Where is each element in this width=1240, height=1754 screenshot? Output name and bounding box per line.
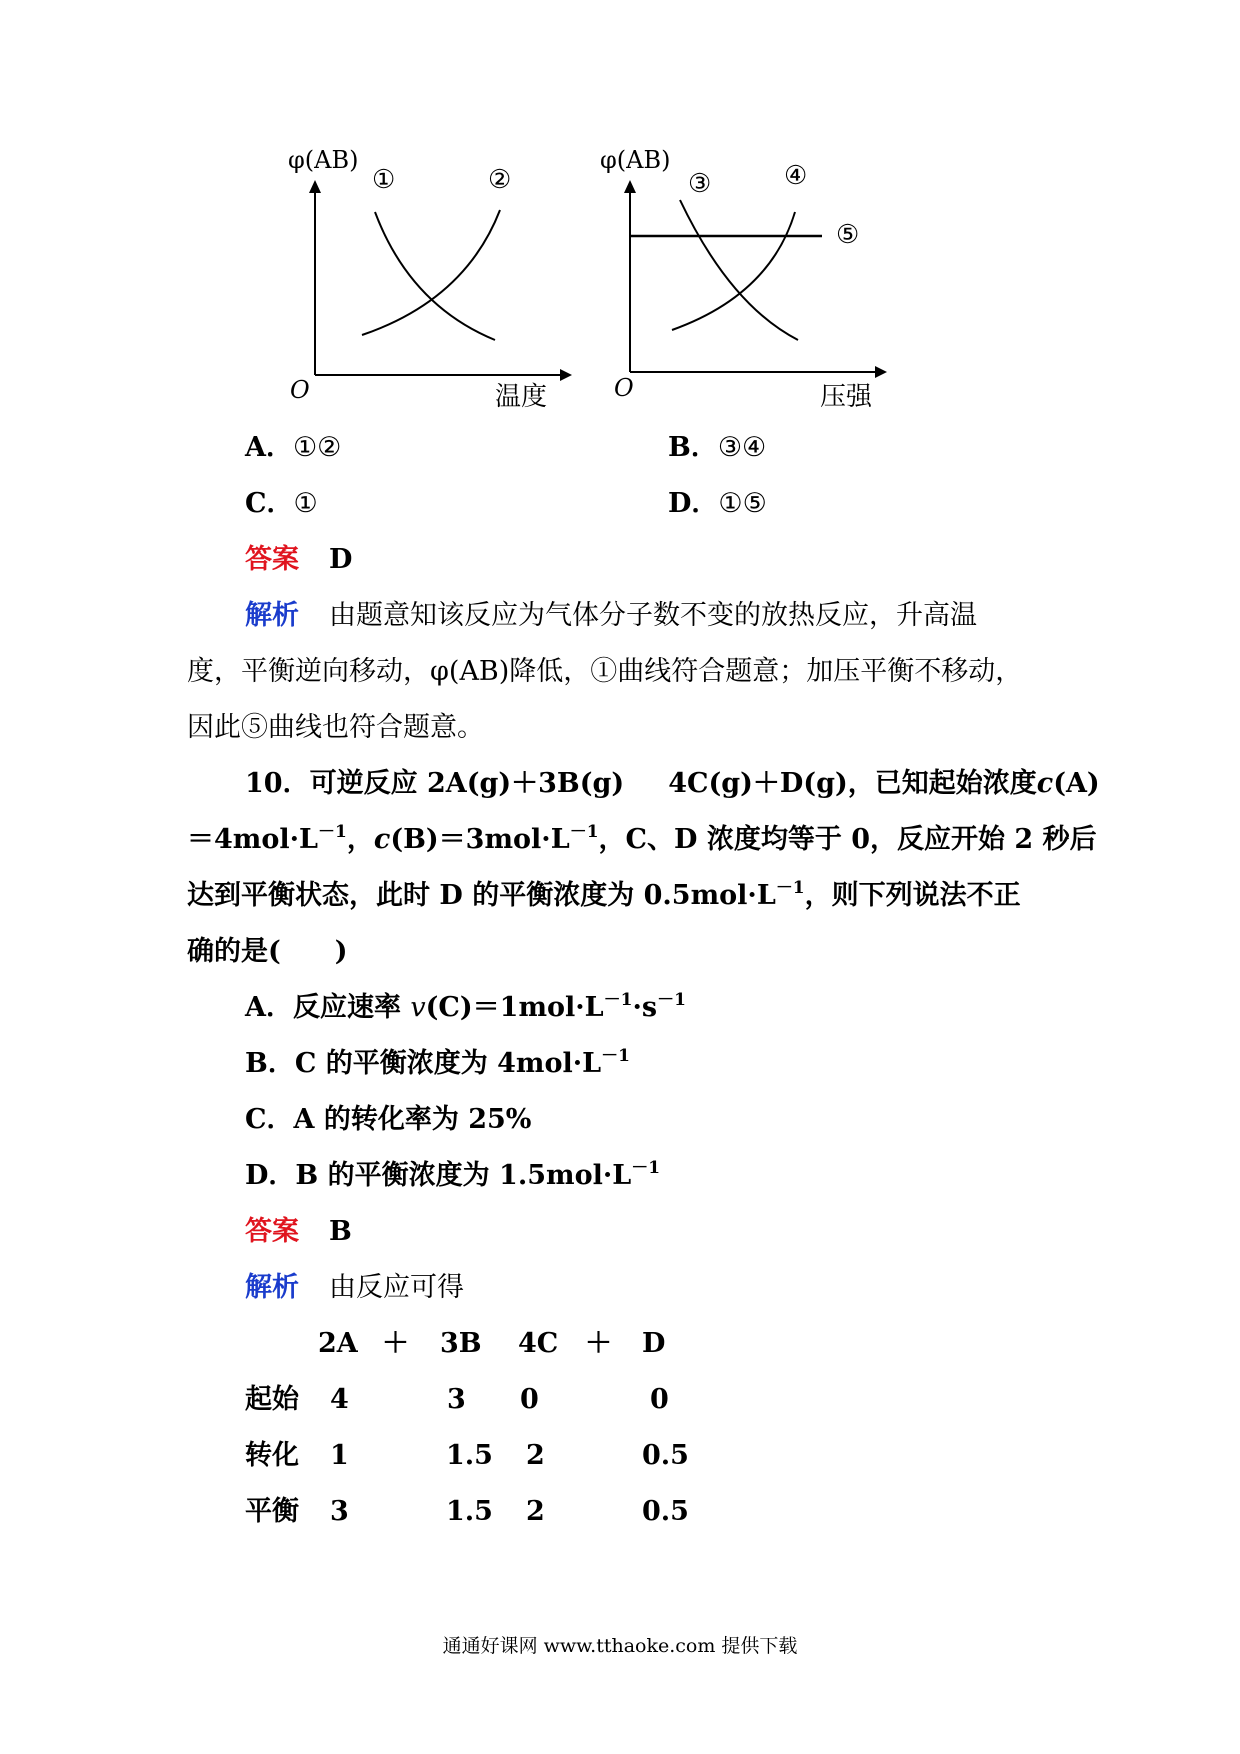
page-footer: 通通好课网 www.tthaoke.com 提供下载 — [442, 1635, 798, 1657]
answer-label: 答案 — [245, 1216, 299, 1247]
table-row: 起始 4 3 0 0 — [245, 1384, 669, 1415]
q10-option-a: A．反应速率 $v(C)=1mol\cdot L^{-1}\cdot s^{-1}$ — [245, 990, 686, 1023]
q10-option-d: D．B 的平衡浓度为 $1.5mol\cdot L^{-1}$ — [245, 1158, 661, 1191]
q10-analysis-line: 解析 由反应可得 — [245, 1272, 464, 1303]
answer-value: D — [329, 544, 353, 575]
curve-label-1: ① — [372, 165, 396, 195]
q10-line-1: 10．可逆反应 2A(g)＋3B(g) 4C(g)＋D(g)，已知起始浓度c(A) — [245, 768, 1100, 799]
table-header: 2A ＋ 3B 4C ＋ D — [318, 1328, 666, 1359]
q10-option-b: B．C 的平衡浓度为 $4mol\cdot L^{-1}$ — [245, 1046, 630, 1079]
answer-line — [245, 542, 352, 578]
origin-label: O — [614, 374, 634, 402]
q10-option-c: C．A 的转化率为 25% — [245, 1104, 532, 1135]
analysis-line-1: 解析 由题意知该反应为气体分子数不变的放热反应，升高温 — [245, 600, 977, 631]
curve-label-5: ⑤ — [836, 220, 860, 250]
q10-line-3: 达到平衡状态，此时 D 的平衡浓度为 $0.5mol\cdot L^{-1}$，则下列说法不正 — [187, 878, 1021, 911]
analysis-label: 解析 — [245, 1272, 299, 1303]
table-row: 转化 1 1.5 2 0.5 — [245, 1440, 689, 1471]
option-b: B．③④ — [668, 432, 767, 463]
x-axis-label: 温度 — [495, 382, 548, 412]
answer-label: 答案 — [245, 544, 299, 575]
option-c: C．① — [245, 488, 318, 519]
origin-label: O — [290, 376, 310, 404]
q10-line-2: $=4mol\cdot L^{-1}$，$c(B)=3mol\cdot L^{-1}$，C、D 浓度均等于 0，反应开始 2 秒后 — [187, 822, 1097, 855]
table-row: 平衡 3 1.5 2 0.5 — [245, 1496, 689, 1527]
option-a: A．①② — [245, 432, 342, 463]
figure-pressure — [600, 146, 910, 412]
analysis-line-2: 度，平衡逆向移动，φ(AB)降低，①曲线符合题意；加压平衡不移动， — [187, 656, 1023, 687]
y-axis-label: φ(AB) — [288, 146, 359, 174]
figure-temperature — [288, 146, 590, 412]
option-d: D．①⑤ — [668, 488, 767, 519]
curve-label-3: ③ — [688, 169, 712, 199]
x-axis-label: 压强 — [820, 382, 873, 412]
q10-answer-line — [245, 1214, 352, 1250]
curve-label-4: ④ — [784, 161, 808, 191]
answer-value: B — [329, 1216, 352, 1247]
analysis-line-3: 因此⑤曲线也符合题意。 — [187, 712, 484, 743]
analysis-label: 解析 — [245, 600, 299, 631]
curve-label-2: ② — [488, 165, 512, 195]
q10-line-4: 确的是( ) — [187, 936, 348, 967]
y-axis-label: φ(AB) — [600, 146, 671, 174]
